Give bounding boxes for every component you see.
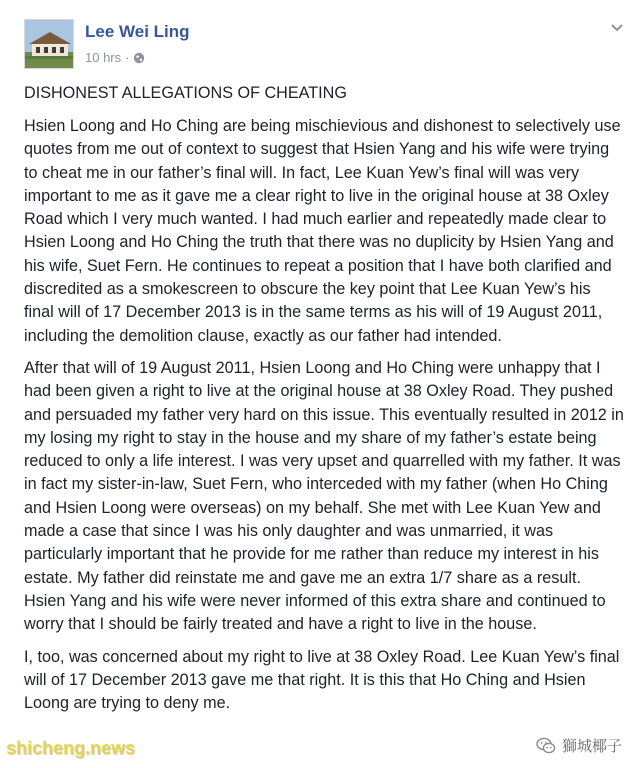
watermark-account — [536, 735, 622, 756]
post-paragraph-2: After that will of 19 August 2011, Hsien Loong and Ho Ching were unhappy that I had been given a right to live at the original house at 38 Oxley Road. They pushed and persuaded my father very hard on this issue. This eventually resulted in 2012 in my losing my right to stay in the house and my share of my father’s estate being reduced to only a life interest. I was very upset and quarrelled with my father. It was in fact my sister-in-law, Suet Fern, who interceded with my father (when Ho Ching and Hsien Loong were overseas) on my behalf. She met with Lee Kuan Yew and made a case that since I was his only daughter and was unmarried, it was particularly important that he provide for me rather than reduce my interest in his estate. My father did reinstate me and gave me an extra 1/7 share as a result. Hsien Yang and his wife were never informed of this extra share and continued to worry that I should be fairly treated and have a right to live in the house. — [24, 358, 624, 634]
post-paragraph-1: Hsien Loong and Ho Ching are being mischievious and dishonest to selectively use quotes from me out of context to suggest that Hsien Yang and his wife were trying to cheat me in our father’s final will. In fact, Lee Kuan Yew’s final will was very important to me as it gave me a clear right to live in the original house at 38 Oxley Road which I very much wanted. I had much earlier and repeatedly made clear to Hsien Loong and Ho Ching the truth that there was no duplicity by Hsien Yang and his wife, Suet Fern. He continues to repeat a position that I have both clarified and discredited as a smokescreen to obscure the key point that Lee Kuan Yew’s his final will of 17 December 2013 is in the same terms as his will of 19 August 2011, including the demolition clause, exactly as our father had intended. — [24, 117, 621, 345]
globe-icon[interactable] — [133, 52, 145, 64]
meta-separator: · — [125, 50, 130, 65]
post-header — [24, 16, 624, 72]
post-meta — [85, 50, 145, 65]
post-body — [24, 82, 624, 724]
avatar-house-image — [25, 20, 74, 69]
post-timestamp[interactable]: 10 hrs — [85, 50, 122, 65]
wechat-icon — [536, 737, 556, 755]
post-paragraph-3: I, too, was concerned about my right to live at 38 Oxley Road. Lee Kuan Yew’s final will of 17 December 2013 gave me that right. It is this that Ho Ching and Hsien Loong are trying to deny me. — [24, 647, 620, 713]
author-name[interactable]: Lee Wei Ling — [85, 22, 190, 41]
watermark-account-name: 獅城椰子 — [561, 738, 622, 755]
post-heading: DISHONEST ALLEGATIONS OF CHEATING — [24, 84, 347, 102]
avatar[interactable] — [24, 19, 74, 69]
watermark-site: shicheng.news — [6, 738, 136, 758]
chevron-down-icon[interactable] — [610, 20, 624, 30]
